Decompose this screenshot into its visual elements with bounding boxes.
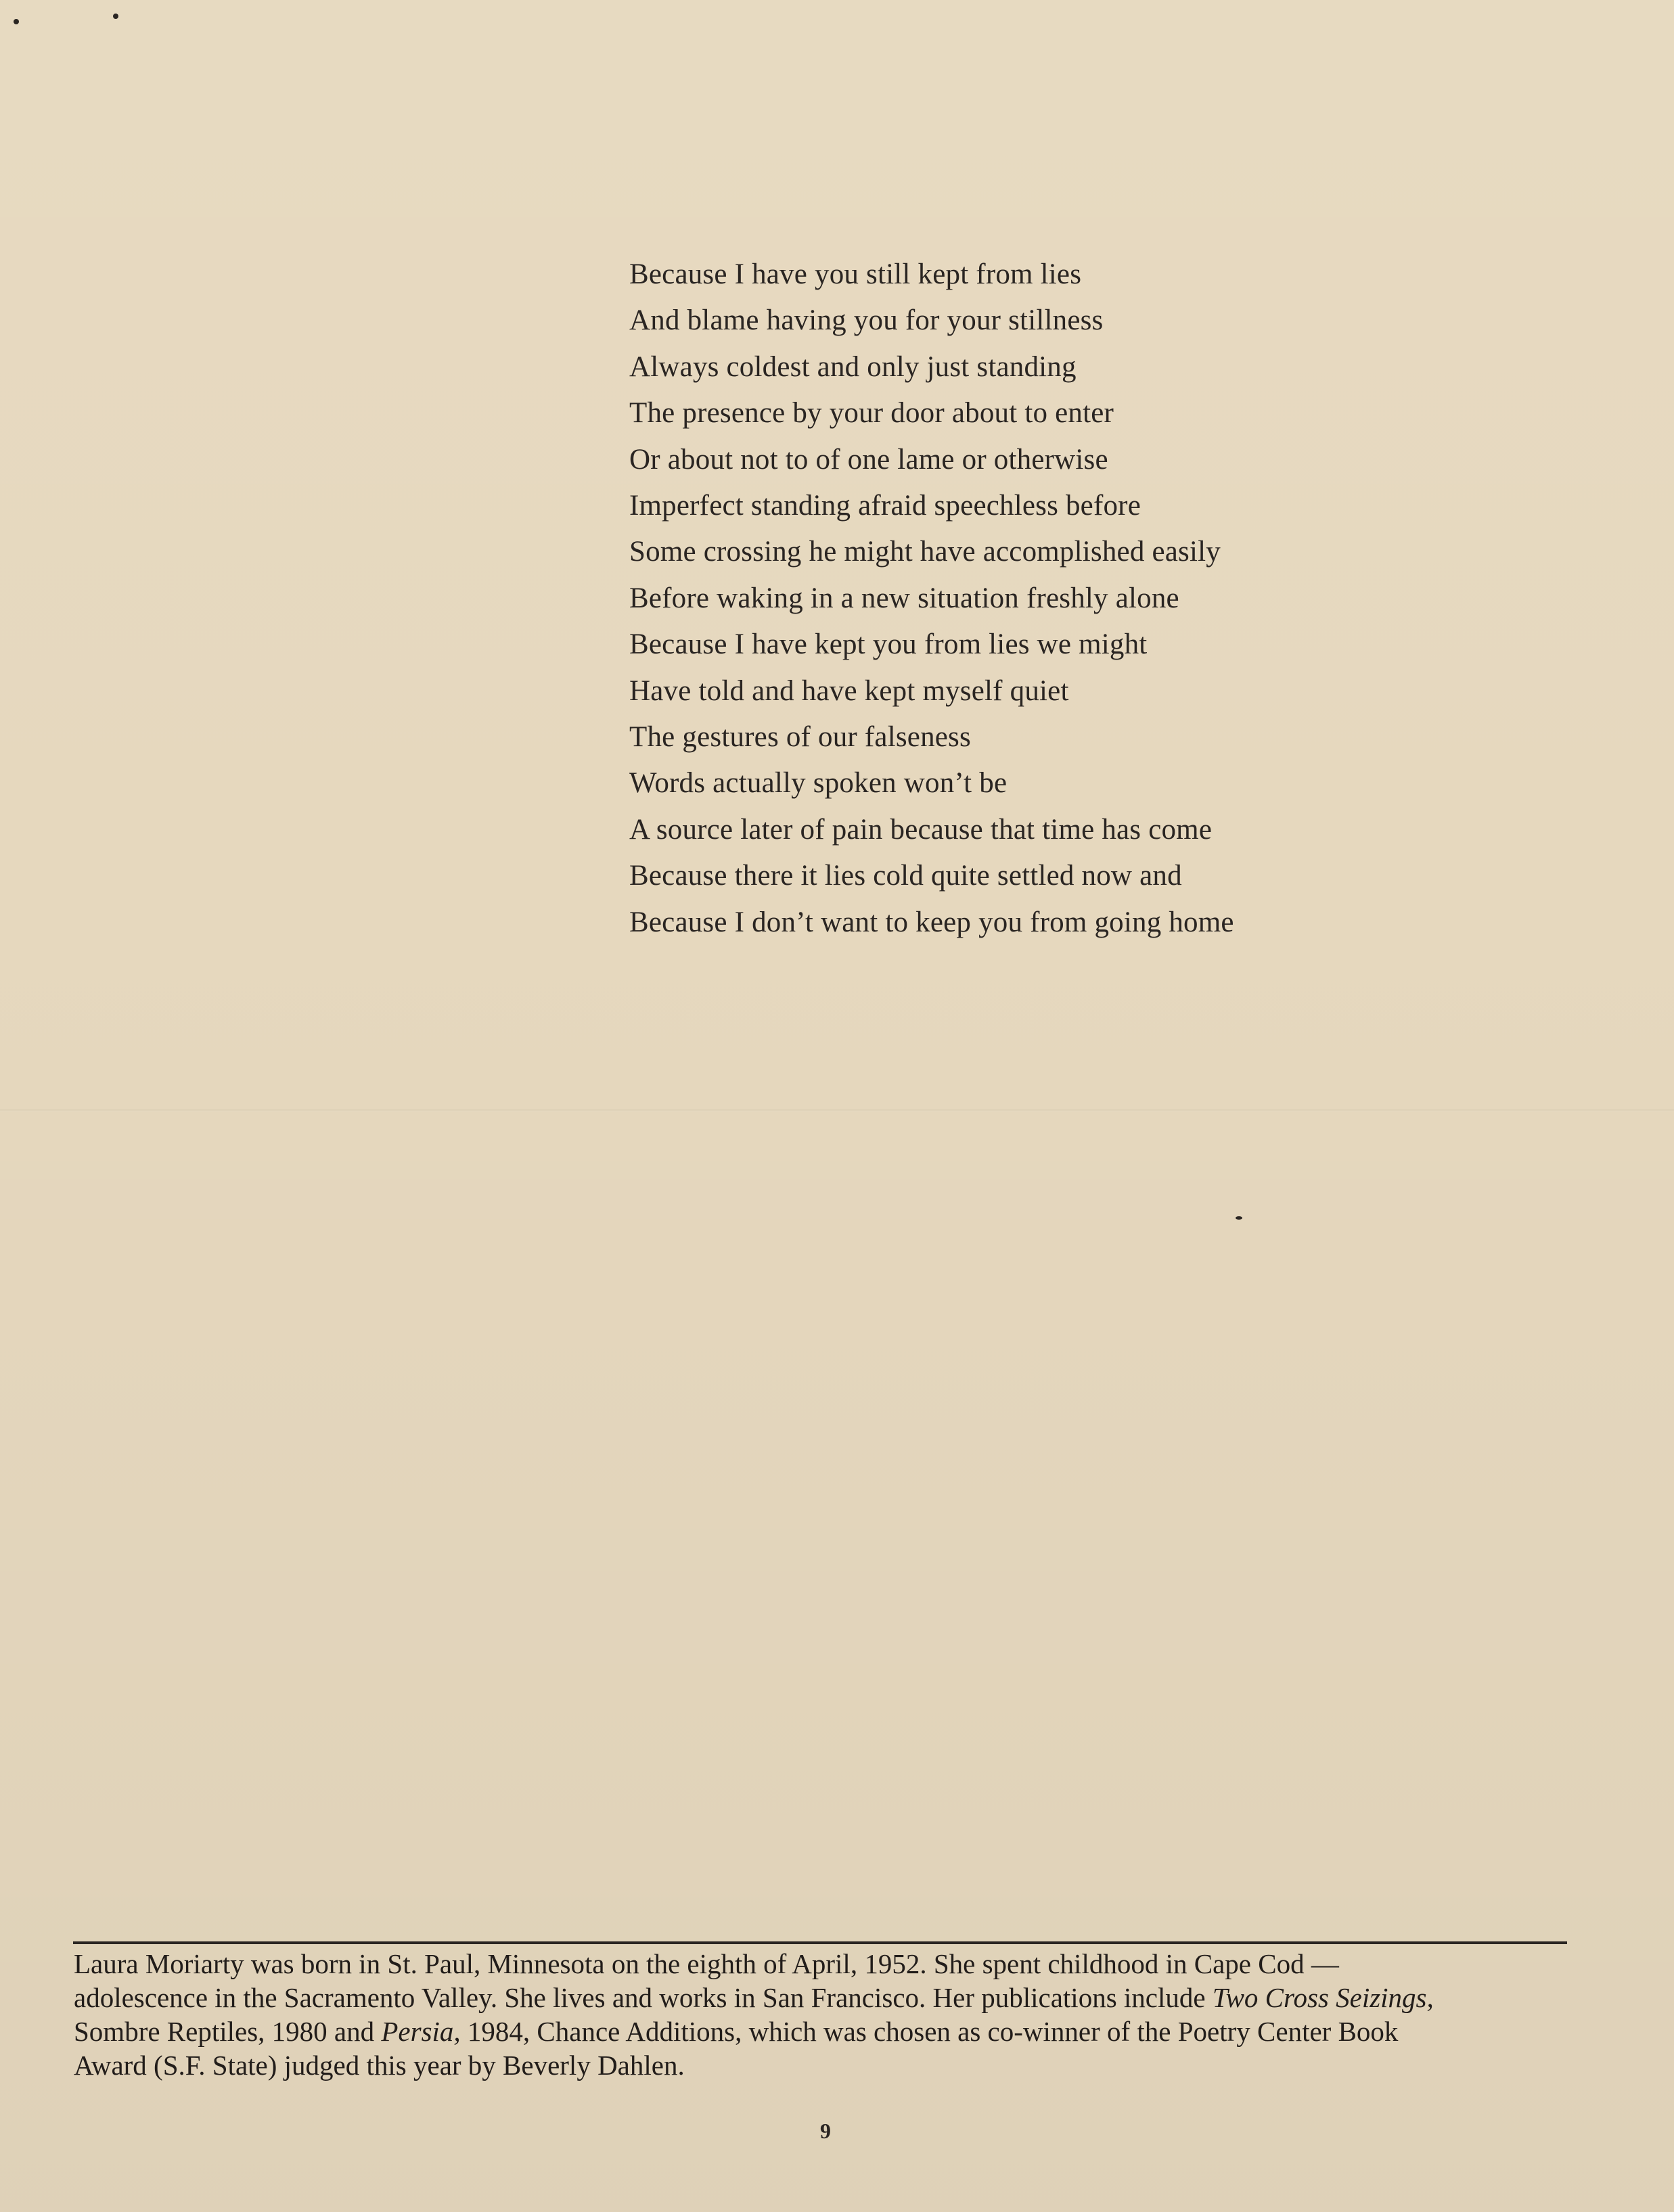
poem-line: Because there it lies cold quite settled now and — [629, 860, 1182, 892]
page-number: 9 — [820, 2119, 831, 2143]
bio-divider-rule — [73, 1941, 1567, 1944]
book-title: Persia, — [381, 2016, 461, 2047]
bio-text: Award (S.F. State) judged this year by Beverly Dahlen. — [74, 2050, 685, 2081]
bio-line — [74, 1981, 1569, 2014]
poem-line: And blame having you for your stillness — [629, 304, 1104, 337]
poem-line: Words actually spoken won’t be — [629, 767, 1008, 800]
paper-fold-line — [0, 1109, 1674, 1112]
poem — [629, 252, 1234, 946]
poem-line: Because I have you still kept from lies — [629, 258, 1082, 290]
bio-text: Sombre Reptiles, 1980 and — [74, 2016, 382, 2047]
ink-speck — [14, 19, 19, 24]
poem-line: The gestures of our falseness — [629, 721, 971, 754]
poem-line: Have told and have kept myself quiet — [629, 674, 1069, 707]
poem-line: Imperfect standing afraid speechless before — [629, 490, 1141, 522]
poem-line: The presence by your door about to enter — [629, 397, 1114, 430]
poem-line: Some crossing he might have accomplished easily — [629, 536, 1221, 568]
bio-text: Laura Moriarty was born in St. Paul, Minnesota on the eighth of April, 1952. She spent childhood in Cape Cod — — [74, 1948, 1339, 1979]
poem-line: Before waking in a new situation freshly alone — [629, 582, 1179, 614]
bio-text: 1984, Chance Additions, which was chosen as co-winner of the Poetry Center Book — [460, 2016, 1399, 2047]
author-bio — [74, 1947, 1569, 2082]
poem-line: Always coldest and only just standing — [629, 350, 1077, 383]
bio-text: adolescence in the Sacramento Valley. She lives and works in San Francisco. Her publications include — [74, 1982, 1213, 2013]
poem-line: Because I don’t want to keep you from going home — [629, 906, 1234, 938]
poem-line: Because I have kept you from lies we might — [629, 628, 1148, 661]
ink-speck — [113, 14, 118, 19]
bio-line — [74, 1947, 1569, 1981]
bio-line — [74, 2048, 1569, 2082]
ink-speck — [1236, 1216, 1242, 1220]
poem-line: A source later of pain because that time has come — [629, 813, 1213, 846]
book-title: Two Cross Seizings, — [1212, 1982, 1434, 2013]
bio-line — [74, 2014, 1569, 2048]
poem-line: Or about not to of one lame or otherwise — [629, 443, 1108, 476]
